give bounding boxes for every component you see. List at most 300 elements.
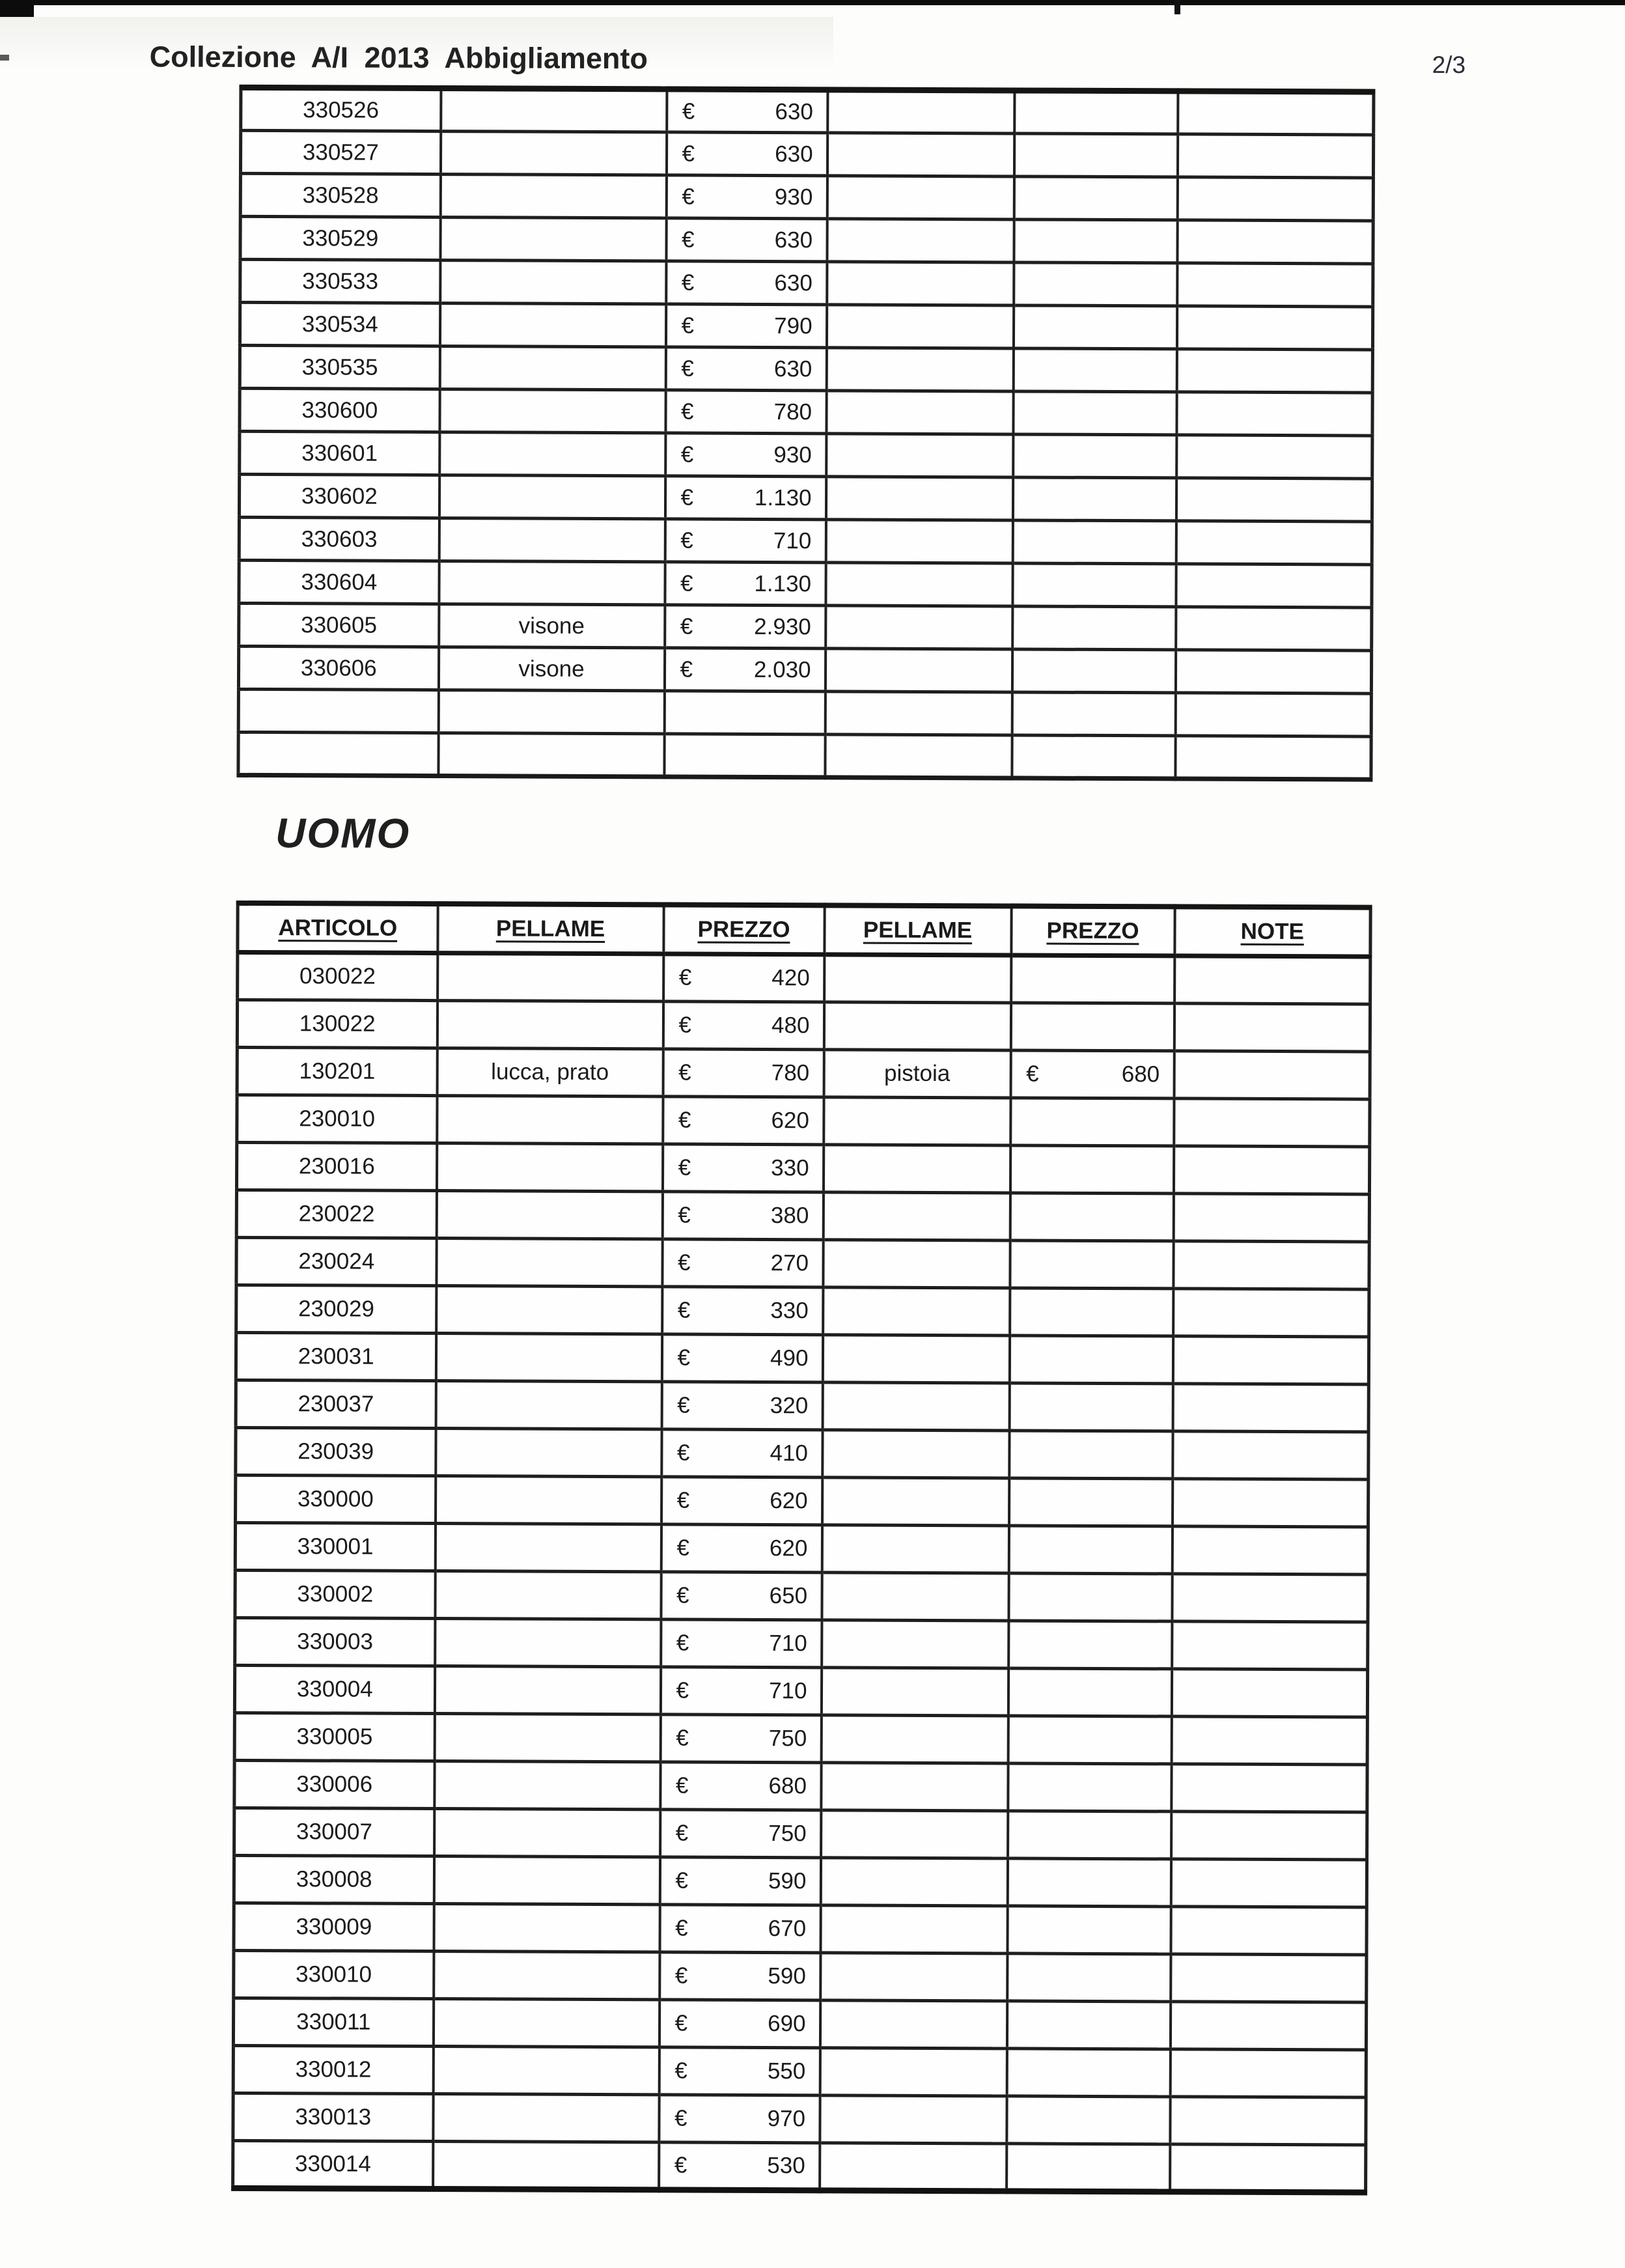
euro-symbol: € [676,1487,690,1513]
price-value: 630 [775,98,813,124]
price-value: 680 [768,1772,807,1799]
euro-symbol: € [680,484,694,511]
table-row [239,560,1372,608]
euro-symbol: € [682,140,695,167]
prezzo-2-cell [1013,305,1176,349]
pellame-2-cell [820,1857,1007,1905]
note-cell [1176,607,1372,651]
note-cell [1174,955,1370,1003]
articolo-cell: 330008 [234,1855,434,1903]
note-cell [1170,2001,1366,2049]
note-cell [1170,2049,1366,2097]
prezzo-cell [665,347,826,391]
prezzo-cell [666,218,827,262]
pellame-2-cell [821,1762,1008,1810]
table-row [240,431,1372,479]
pellame-cell [435,1571,661,1619]
price-value: 550 [767,2058,806,2084]
prezzo-2-cell [1008,1763,1171,1811]
pellame-2-cell [821,1810,1008,1858]
articolo-cell: 330533 [240,259,440,303]
price-value: 620 [769,1535,808,1561]
articolo-cell: 330006 [234,1760,434,1808]
prezzo-cell [660,1952,820,2000]
pellame-cell [437,1000,663,1048]
pellame-2-cell [826,391,1013,434]
pellame-2-cell [826,434,1013,477]
table-row [240,345,1372,393]
articolo-cell: 330601 [240,431,439,475]
pellame-cell [439,432,665,476]
prezzo-2-cell [1012,692,1175,736]
pellame-cell [433,2093,659,2142]
table-row [234,1855,1367,1907]
prezzo-cell [664,691,825,735]
euro-symbol: € [682,226,695,253]
euro-symbol: € [677,1296,691,1323]
note-cell [1173,1288,1369,1336]
pellame-cell [433,2141,659,2189]
col-header-articolo: ARTICOLO [238,903,438,953]
euro-symbol: € [678,1201,691,1228]
prezzo-2-cell [1010,1002,1174,1050]
prezzo-cell [663,1001,824,1049]
prezzo-2-cell [1012,563,1176,607]
prezzo-2-cell [1012,520,1176,564]
pellame-2-cell [823,1192,1010,1240]
document-title: Collezione A/I 2013 Abbigliamento [149,40,648,76]
prezzo-2-cell [1008,1620,1172,1668]
price-value: 1.130 [754,484,812,511]
note-cell [1173,1431,1368,1479]
prezzo-2-cell [1008,1573,1172,1621]
table-row [240,130,1373,178]
pellame-2-cell [822,1524,1008,1573]
euro-symbol: € [676,1677,689,1703]
articolo-cell: 330529 [240,216,440,260]
table-row [239,474,1372,522]
pellame-cell [435,1618,661,1666]
table-row [238,646,1371,693]
price-value: 970 [767,2105,806,2131]
prezzo-cell [665,519,826,563]
pellame-2-cell [826,348,1013,391]
euro-symbol: € [676,1629,689,1656]
prezzo-2-cell [1013,348,1176,392]
prezzo-cell [661,1619,822,1667]
articolo-cell: 330535 [240,345,439,389]
note-cell [1174,1003,1370,1051]
pellame-2-cell [822,1382,1009,1430]
col-header-prezzo: PREZZO [663,904,824,954]
euro-symbol: € [678,964,692,990]
prezzo-2-cell [1009,1382,1173,1431]
note-cell [1173,1383,1368,1431]
table-row [240,259,1373,307]
pellame-cell [437,1095,663,1143]
euro-symbol: € [682,98,695,124]
price-value: 710 [773,527,812,553]
note-cell [1172,1526,1368,1574]
euro-symbol: € [674,2057,688,2084]
prezzo-cell [665,476,826,520]
prezzo-2-cell [1008,1668,1171,1716]
articolo-cell: 230039 [236,1427,436,1476]
price-value: 420 [771,965,810,991]
table-row [233,1998,1366,2050]
prezzo-cell [664,734,825,777]
articolo-cell: 330606 [238,646,438,690]
pellame-2-cell [821,1667,1008,1715]
col-header-pellame-2: PELLAME [824,905,1011,955]
pellame-2-cell [822,1572,1008,1620]
pellame-2-cell [822,1334,1009,1382]
euro-symbol: € [676,1582,689,1608]
col-header-note: NOTE [1174,906,1370,956]
pellame-cell [439,303,665,347]
pellame-2-cell [820,1952,1007,2000]
col-header-prezzo-2: PREZZO [1011,906,1174,955]
prezzo-cell [665,304,826,348]
pellame-2-cell [823,1239,1010,1287]
pellame-cell [436,1285,662,1334]
prezzo-cell [660,1761,821,1810]
table-row [235,1617,1368,1670]
pellame-cell [433,2046,659,2094]
articolo-cell: 330602 [239,474,439,518]
pellame-cell [434,1808,660,1856]
pellame-2-cell [826,520,1012,563]
prezzo-2-cell [1014,219,1177,263]
euro-symbol: € [680,613,693,639]
prezzo-2-cell [1009,1477,1173,1526]
pellame-2-cell [822,1619,1008,1668]
price-value: 330 [771,1155,809,1181]
pellame-cell [434,1761,660,1809]
prezzo-cell [661,1524,822,1572]
price-value: 690 [768,2010,806,2036]
note-cell [1177,134,1373,178]
articolo-cell: 330005 [234,1713,434,1761]
prezzo-2-cell [1014,262,1177,306]
pellame-cell [435,1523,661,1571]
euro-symbol: € [675,1772,689,1799]
euro-symbol: € [674,1962,688,1989]
prezzo-2-cell [1010,1097,1174,1145]
prezzo-2-cell [1013,391,1176,435]
pellame-2-cell [825,649,1012,692]
table-row [236,1380,1368,1432]
pellame-2-cell [826,477,1012,520]
prezzo-2-cell [1011,955,1174,1003]
table-row [234,1903,1367,1955]
pellame-cell [436,1380,661,1429]
euro-symbol: € [680,570,693,596]
table-row [238,952,1370,1004]
price-value: 490 [770,1345,809,1371]
euro-symbol: € [674,2105,688,2131]
prezzo-2-cell [1013,434,1176,478]
pellame-cell [436,1333,661,1381]
articolo-cell: 330012 [233,2045,433,2093]
prezzo-cell [662,1191,823,1239]
pellame-2-cell [822,1477,1009,1525]
table-row [233,2140,1366,2192]
pellame-cell [439,475,665,519]
prezzo-2-cell [1007,2095,1170,2144]
pellame-2-cell [826,606,1012,649]
note-cell [1177,177,1373,221]
prezzo-2-cell [1014,133,1177,177]
articolo-cell: 330526 [241,87,441,131]
pellame-cell: visone [438,647,664,691]
pellame-cell [434,1713,660,1761]
note-cell [1173,1478,1368,1526]
price-value: 930 [774,184,813,210]
table-row [234,1950,1367,2002]
note-cell [1171,1811,1367,1859]
prezzo-2-cell [1012,735,1175,779]
table-row [236,1142,1369,1194]
pellame-2-cell [824,954,1011,1002]
note-cell [1173,1336,1368,1384]
prezzo-cell [659,1999,820,2047]
prezzo-2-cell [1007,2048,1170,2096]
euro-symbol: € [680,527,693,553]
prezzo-cell [662,1286,823,1334]
prezzo-cell [665,605,826,649]
table-row [241,87,1374,135]
pellame-2-cell [827,133,1014,176]
price-value: 710 [769,1630,807,1656]
note-cell [1176,435,1372,479]
price-value: 630 [773,356,812,382]
euro-symbol: € [681,312,695,339]
euro-symbol: € [682,183,695,210]
price-value: 790 [774,313,812,339]
pellame-2-cell [822,1429,1009,1477]
prezzo-cell [661,1334,822,1382]
articolo-cell: 330605 [239,603,439,647]
pellame-cell [436,1238,662,1286]
note-cell [1176,521,1372,565]
prezzo-cell [659,2047,820,2095]
prezzo-2-cell [1007,1953,1171,2001]
price-value: 590 [768,1963,806,1989]
price-value: 780 [773,399,812,425]
note-cell [1176,478,1372,522]
pellame-cell [441,89,667,132]
price-value: 1.130 [754,570,812,596]
note-cell [1176,306,1372,350]
pellame-2-cell [825,735,1012,778]
prezzo-cell [665,390,826,434]
table-row [234,1665,1367,1717]
table-row [240,302,1372,350]
articolo-cell: 330527 [240,130,440,174]
articolo-cell: 330000 [236,1475,436,1523]
price-value: 630 [775,141,813,167]
pellame-cell [439,518,665,562]
price-value: 480 [771,1012,810,1038]
note-cell [1171,1858,1367,1907]
prezzo-2-cell [1012,649,1175,693]
articolo-cell: 330603 [239,517,439,561]
pellame-2-cell [826,563,1012,606]
price-value: 380 [770,1202,809,1228]
pellame-cell [436,1143,662,1191]
pellame-2-cell [820,2095,1007,2143]
pellame-2-cell [821,1715,1008,1763]
pellame-2-cell [820,1905,1007,1953]
price-value: 630 [774,270,812,296]
table-row [237,1000,1370,1052]
price-value: 670 [768,1915,807,1941]
prezzo-2-cell [1010,1050,1174,1098]
euro-symbol: € [674,2151,688,2178]
table-row [236,1237,1369,1289]
note-cell [1175,693,1371,736]
table-row [240,388,1372,436]
table-row [236,1475,1368,1527]
euro-symbol: € [681,355,694,382]
price-value: 650 [769,1582,808,1608]
articolo-cell: 230024 [236,1237,436,1285]
prezzo-cell [661,1571,822,1619]
euro-symbol: € [677,1392,690,1418]
euro-symbol: € [674,2009,688,2036]
articolo-cell: 230016 [236,1142,436,1190]
prezzo-2-cell [1010,1240,1173,1288]
prezzo-2-cell [1007,1905,1171,1953]
pellame-cell [436,1476,661,1524]
pellame-2-cell: pistoia [824,1049,1010,1097]
articolo-cell: 230010 [237,1095,437,1143]
table-row [235,1570,1368,1622]
articolo-cell: 230029 [236,1285,436,1333]
articolo-cell: 330003 [235,1617,435,1666]
price-value: 530 [767,2152,805,2178]
price-value: 410 [770,1440,809,1466]
note-cell [1174,1098,1370,1146]
note-cell [1178,91,1374,135]
note-cell [1172,1573,1368,1621]
pellame-cell [440,175,666,218]
prezzo-cell [666,132,827,176]
prezzo-cell [660,1714,821,1762]
pellame-cell [440,260,666,304]
pellame-cell: visone [439,604,665,648]
pellame-cell [439,346,665,390]
price-value: 330 [770,1297,809,1323]
note-cell [1176,564,1372,608]
table-row [237,1047,1370,1099]
articolo-cell: 330604 [239,560,439,604]
prezzo-2-cell [1014,91,1178,134]
price-value: 930 [773,441,812,468]
table-row [236,1427,1368,1479]
prezzo-2-cell [1009,1430,1173,1478]
pellame-cell [436,1428,661,1476]
articolo-cell: 130022 [237,1000,437,1048]
table-row [235,1522,1368,1575]
table-row [238,689,1371,736]
prezzo-cell [659,2094,820,2142]
table-row [237,1095,1370,1147]
pellame-cell [438,953,663,1001]
table-row [238,732,1371,779]
articolo-cell: 330011 [233,1998,433,2046]
prezzo-cell [665,562,826,606]
articolo-cell: 330001 [235,1522,435,1571]
prezzo-cell [661,1476,822,1524]
table-row [240,216,1373,264]
price-value: 620 [770,1487,808,1513]
prezzo-2-cell [1012,477,1176,521]
table-row [234,1760,1367,1812]
table-row [233,2045,1366,2097]
euro-symbol: € [675,1819,689,1846]
note-cell [1172,1621,1368,1669]
prezzo-cell [666,261,827,305]
table-row [234,1808,1367,1860]
prezzo-2-cell [1010,1192,1173,1240]
euro-symbol: € [676,1534,689,1561]
pellame-2-cell [827,219,1014,262]
prezzo-2-cell [1010,1145,1173,1193]
euro-symbol: € [678,1059,691,1085]
prezzo-cell [659,2142,820,2190]
price-value: 620 [771,1107,809,1133]
pellame-2-cell [823,1287,1010,1335]
euro-symbol: € [678,1106,691,1133]
articolo-cell: 330013 [233,2093,433,2141]
note-cell [1171,1668,1367,1716]
note-cell [1177,263,1373,307]
euro-symbol: € [676,1439,690,1466]
section-heading-uomo: UOMO [275,809,411,857]
note-cell [1170,2144,1366,2192]
note-cell [1175,650,1371,693]
pellame-2-cell [825,692,1012,735]
prezzo-cell [660,1904,820,1952]
prezzo-cell [663,1096,824,1144]
articolo-cell: 330600 [240,388,439,432]
articolo-cell: 330534 [240,302,439,346]
prezzo-cell [665,433,826,477]
header-row [238,903,1370,957]
prezzo-2-cell [1008,1715,1171,1763]
euro-symbol: € [677,1249,691,1276]
pellame-2-cell [826,305,1013,348]
articolo-cell: 230037 [236,1380,436,1428]
note-cell [1171,1716,1367,1764]
price-value: 270 [770,1250,809,1276]
table-row [236,1285,1369,1337]
prezzo-cell [667,89,827,133]
note-cell [1173,1193,1369,1241]
table-row [234,1713,1367,1765]
euro-symbol: € [681,398,694,425]
pellame-cell: lucca, prato [437,1048,663,1096]
price-value: 680 [1121,1061,1160,1087]
pellame-cell [439,561,665,605]
note-cell [1171,1906,1367,1954]
pellame-cell [440,132,666,175]
articolo-cell: 330010 [234,1950,434,1998]
note-cell [1173,1240,1369,1289]
pellame-cell [440,217,666,261]
